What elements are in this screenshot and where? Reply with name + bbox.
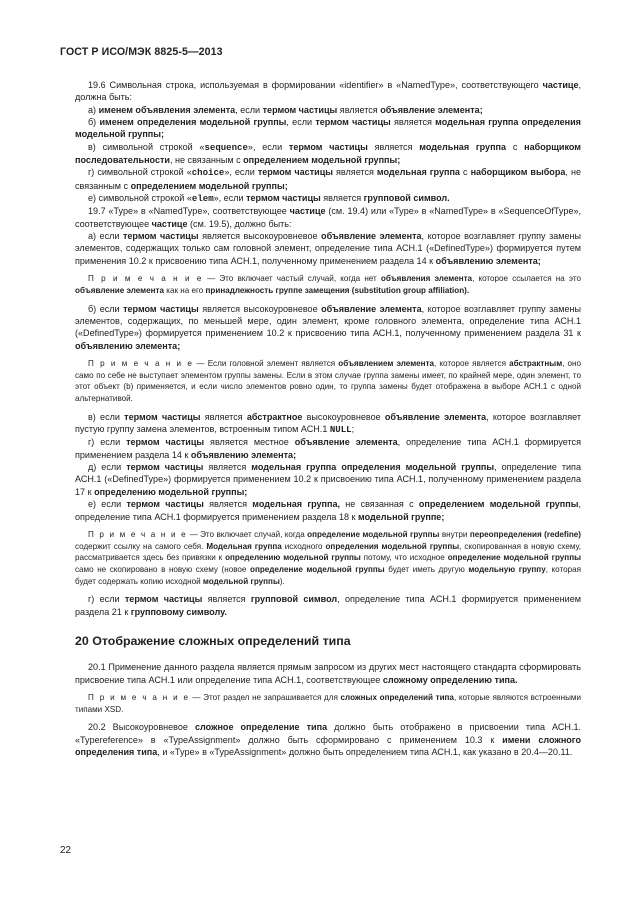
note-4: П р и м е ч а н и е — Этот раздел не запрашивается для сложных определений типа, которые являются встроенными типами XSD.: [75, 693, 581, 714]
paragraph-19-6-e: е) символьной строкой «elem», если термом частицы является групповой символ.: [88, 193, 450, 205]
paragraph-19-6-b: б) именем определения модельной группы, если термом частицы является модельная группа определения модельной группы;: [75, 117, 581, 140]
page-number: 22: [60, 845, 72, 856]
note-2: П р и м е ч а н и е — Если головной элемент является объявлением элемента, которое является абстрактным, оно само по себе не выступает элементом группы замены. Если в этом случае группа замены имеет, по крайней мере, один элемент, то этот объект (b) применяется, и если число элементов ровно один, то группа замены будет отображена в выборе АСН.1 с одной альтернативой.: [75, 358, 582, 404]
paragraph-19-7-c: в) если термом частицы является абстрактное высокоуровневое объявление элемента, которое возглавляет пустую группу замена элементов, встроенным типом АСН.1 NULL;: [75, 411, 581, 436]
paragraph-19-7-b: б) если термом частицы является высокоуровневое объявление элемента, которое возглавляет группу замены элементов, содержащих, по меньшей мере, один элемент, кроме головного элемента, определение типа АСН.1 («DefinedType») формируется применением 10.2 к присвоению типа АСН.1, полученному применением раздела 31 к объявлению элемента;: [75, 303, 582, 351]
paragraph-19-7-a: а) если термом частицы является высокоуровневое объявление элемента, которое возглавляет группу замены элементов, содержащих только сам головной элемент, определение типа АСН.1 («DefinedType») формируется путем применения 10.2 к присвоению типа АСН.1, полученному применением раздела 14 к объявлению элемента;: [75, 231, 581, 266]
note-3: П р и м е ч а н и е — Это включает случай, когда определение модельной группы внутри переопределения (redefine) содержит ссылку на самого себя. Модельная группа исходного определения модельной группы, скопированная в новую схему, рассматривается здесь без привязки к определению модельной группы потому, что исходное определение модельной группы само не скопировано в новую схему (новое определение модельной группы будет иметь другую модельную группу, которая будет содержать копию исходной модельной группы).: [75, 529, 582, 586]
paragraph-20-2: 20.2 Высокоуровневое сложное определение типа должно быть отображено в присвоении типа АСН.1. «Typereference» в «TypeAssignment» должно быть сформировано с применением 10.3 к имени сложного определения типа, и «Type» в «TypeAssignment» должно быть определением типа АСН.1, как указано в 20.4—20.11.: [75, 722, 582, 758]
paragraph-19-7-d: г) если термом частицы является местное объявление элемента, определение типа АСН.1 формируется применением раздела 14 к объявлению элемента;: [75, 437, 581, 460]
document-body: [75, 79, 581, 759]
section-20-title: 20 Отображение сложных определений типа: [75, 634, 351, 649]
paragraph-19-7-e: д) если термом частицы является модельная группа определения модельной группы, определение типа АСН.1 («DefinedType») формируется применением 10.2 к присвоению типа АСН.1, полученному применением раздела 17 к определению модельной группы;: [75, 462, 581, 497]
note-1: П р и м е ч а н и е — Это включает частый случай, когда нет объявления элемента, которое ссылается на это объявление элемента как на его принадлежность группе замещения (substitution group affiliation).: [75, 274, 581, 295]
paragraph-19-7: 19.7 «Type» в «NamedType», соответствующее частице (см. 19.4) или «Type» в «NamedType» в «SequenceOfType», соответствующее частице (см. 19.5), должно быть:: [75, 206, 582, 229]
paragraph-19-7-g: г) если термом частицы является групповой символ, определение типа АСН.1 формируется применением раздела 21 к групповому символу.: [75, 594, 581, 617]
paragraph-19-6: 19.6 Символьная строка, используемая в формировании «identifier» в «NamedType», соответствующего частице, должна быть:: [75, 80, 581, 103]
paragraph-20-1: 20.1 Применение данного раздела является прямым запросом из других мест настоящего стандарта сформировать присвоение типа АСН.1 или определение типа АСН.1, соответствующее сложному определению типа.: [75, 662, 581, 685]
paragraph-19-6-c: в) символьной строкой «sequence», если термом частицы является модельная группа с наборщиком последовательности, не связанным с определением модельной группы;: [75, 141, 581, 166]
paragraph-19-7-f: е) если термом частицы является модельная группа, не связанная с определением модельной группы, определение типа АСН.1 формируется применением раздела 18 к модельной группе;: [75, 499, 581, 522]
document-header: ГОСТ Р ИСО/МЭК 8825-5—2013: [60, 46, 223, 58]
paragraph-19-6-a: а) именем объявления элемента, если термом частицы является объявление элемента;: [88, 104, 483, 115]
paragraph-19-6-d: г) символьной строкой «choice», если термом частицы является модельная группа с наборщиком выбора, не связанным с определением модельной группы;: [75, 167, 581, 191]
